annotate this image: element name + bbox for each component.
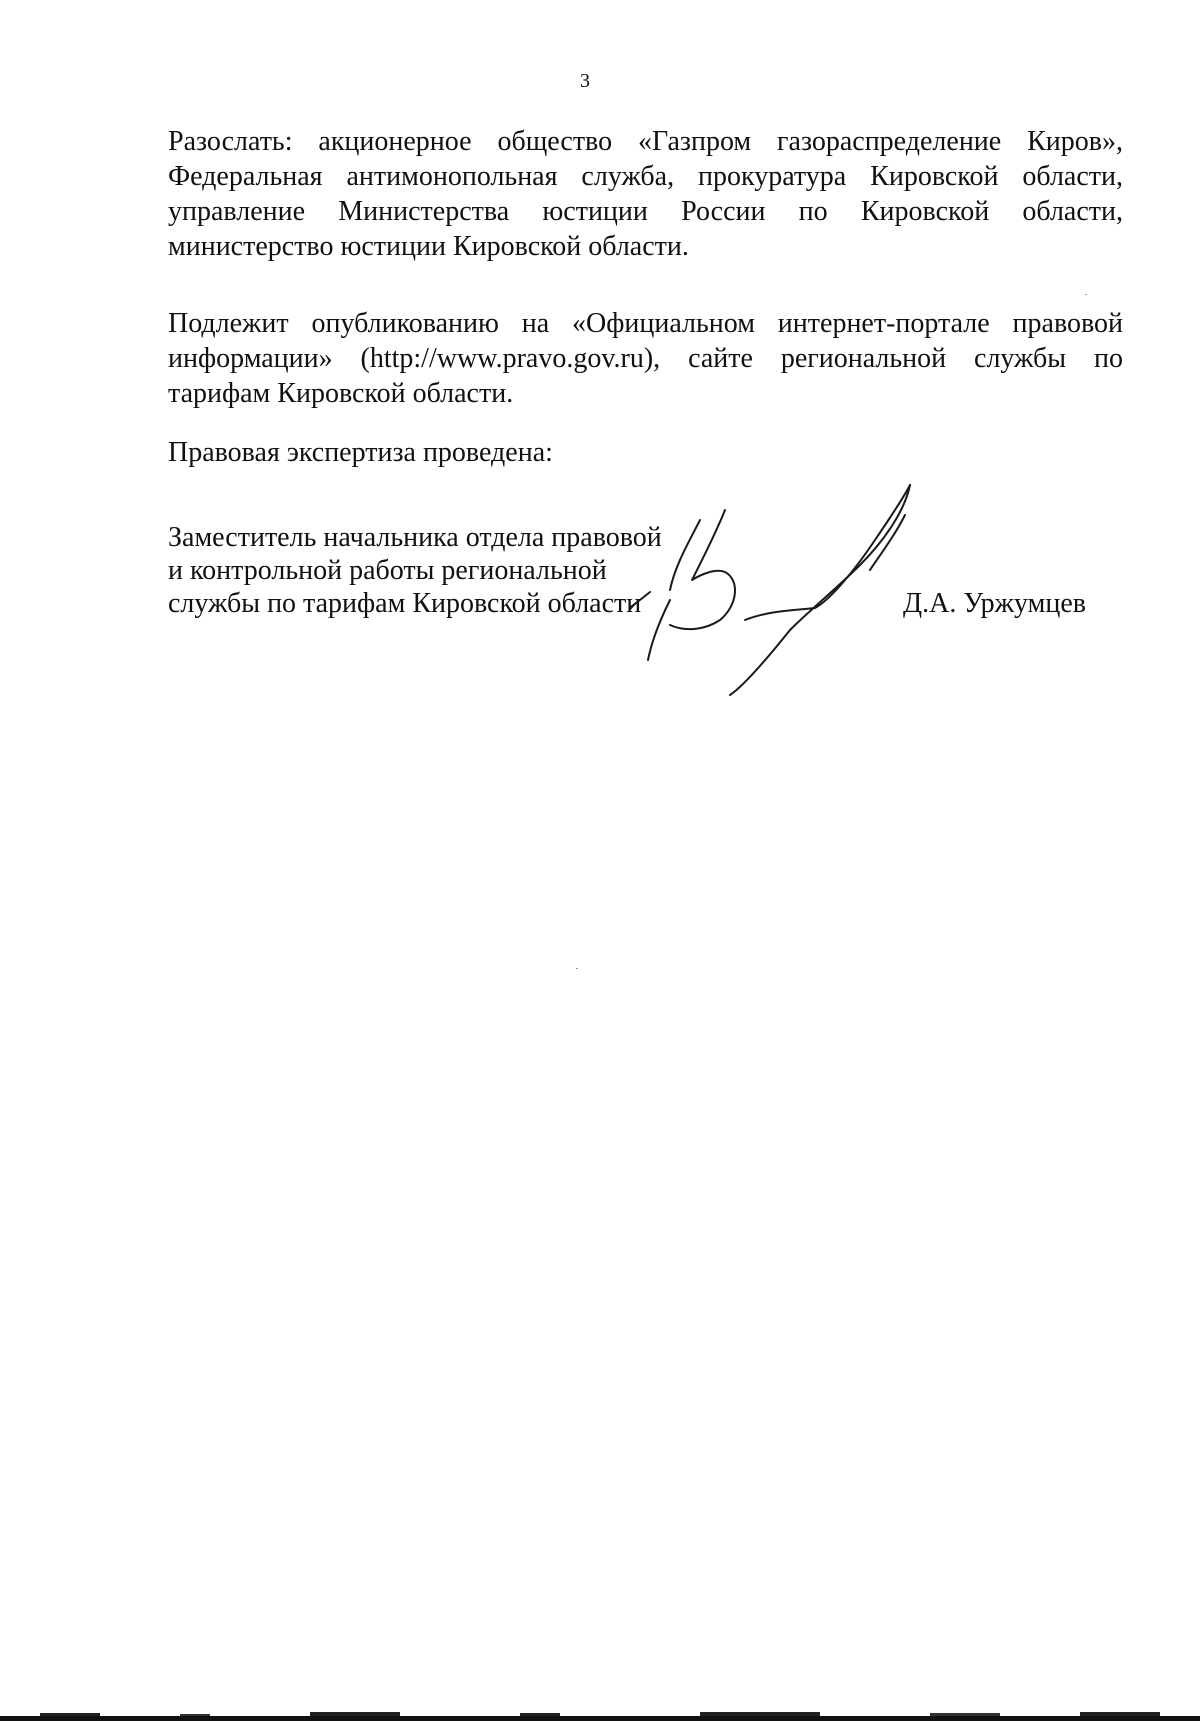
signature-stroke [745, 485, 910, 620]
signer-position-line: и контрольной работы региональной [168, 555, 607, 586]
publication-line: информации» (http://www.pravo.gov.ru), сайте региональной службы по [168, 343, 1123, 374]
publication-note [168, 306, 1123, 411]
publication-line: Подлежит опубликованию на «Официальном интернет-портале правовой [168, 308, 1123, 339]
signature-stroke [870, 515, 905, 570]
signature-stroke [670, 520, 700, 590]
scan-speck [1085, 294, 1087, 295]
legal-expertise-note [168, 435, 1123, 470]
signature-stroke [670, 510, 735, 629]
distribution-list [168, 124, 1123, 264]
signature-stroke [648, 600, 670, 660]
scan-edge-artifact [0, 1705, 1200, 1721]
distribution-line: Разослать: акционерное общество «Газпром газораспределение Киров», [168, 126, 1123, 157]
signer-position-line: Заместитель начальника отдела правовой [168, 522, 662, 553]
signer-position [168, 521, 688, 620]
signature-stroke [630, 592, 650, 615]
legal-expertise-text: Правовая экспертиза проведена: [168, 437, 553, 468]
page-number: 3 [580, 70, 590, 92]
signature-stroke [730, 485, 910, 695]
distribution-line: управление Министерства юстиции России по Кировской области, [168, 196, 1123, 227]
signer-name: Д.А. Уржумцев [903, 588, 1087, 619]
scan-speck [576, 968, 578, 969]
distribution-line: Федеральная антимонопольная служба, прокуратура Кировской области, [168, 161, 1123, 192]
publication-line: тарифам Кировской области. [168, 378, 514, 409]
distribution-line: министерство юстиции Кировской области. [168, 231, 689, 262]
signer-position-line: службы по тарифам Кировской области [168, 588, 642, 619]
